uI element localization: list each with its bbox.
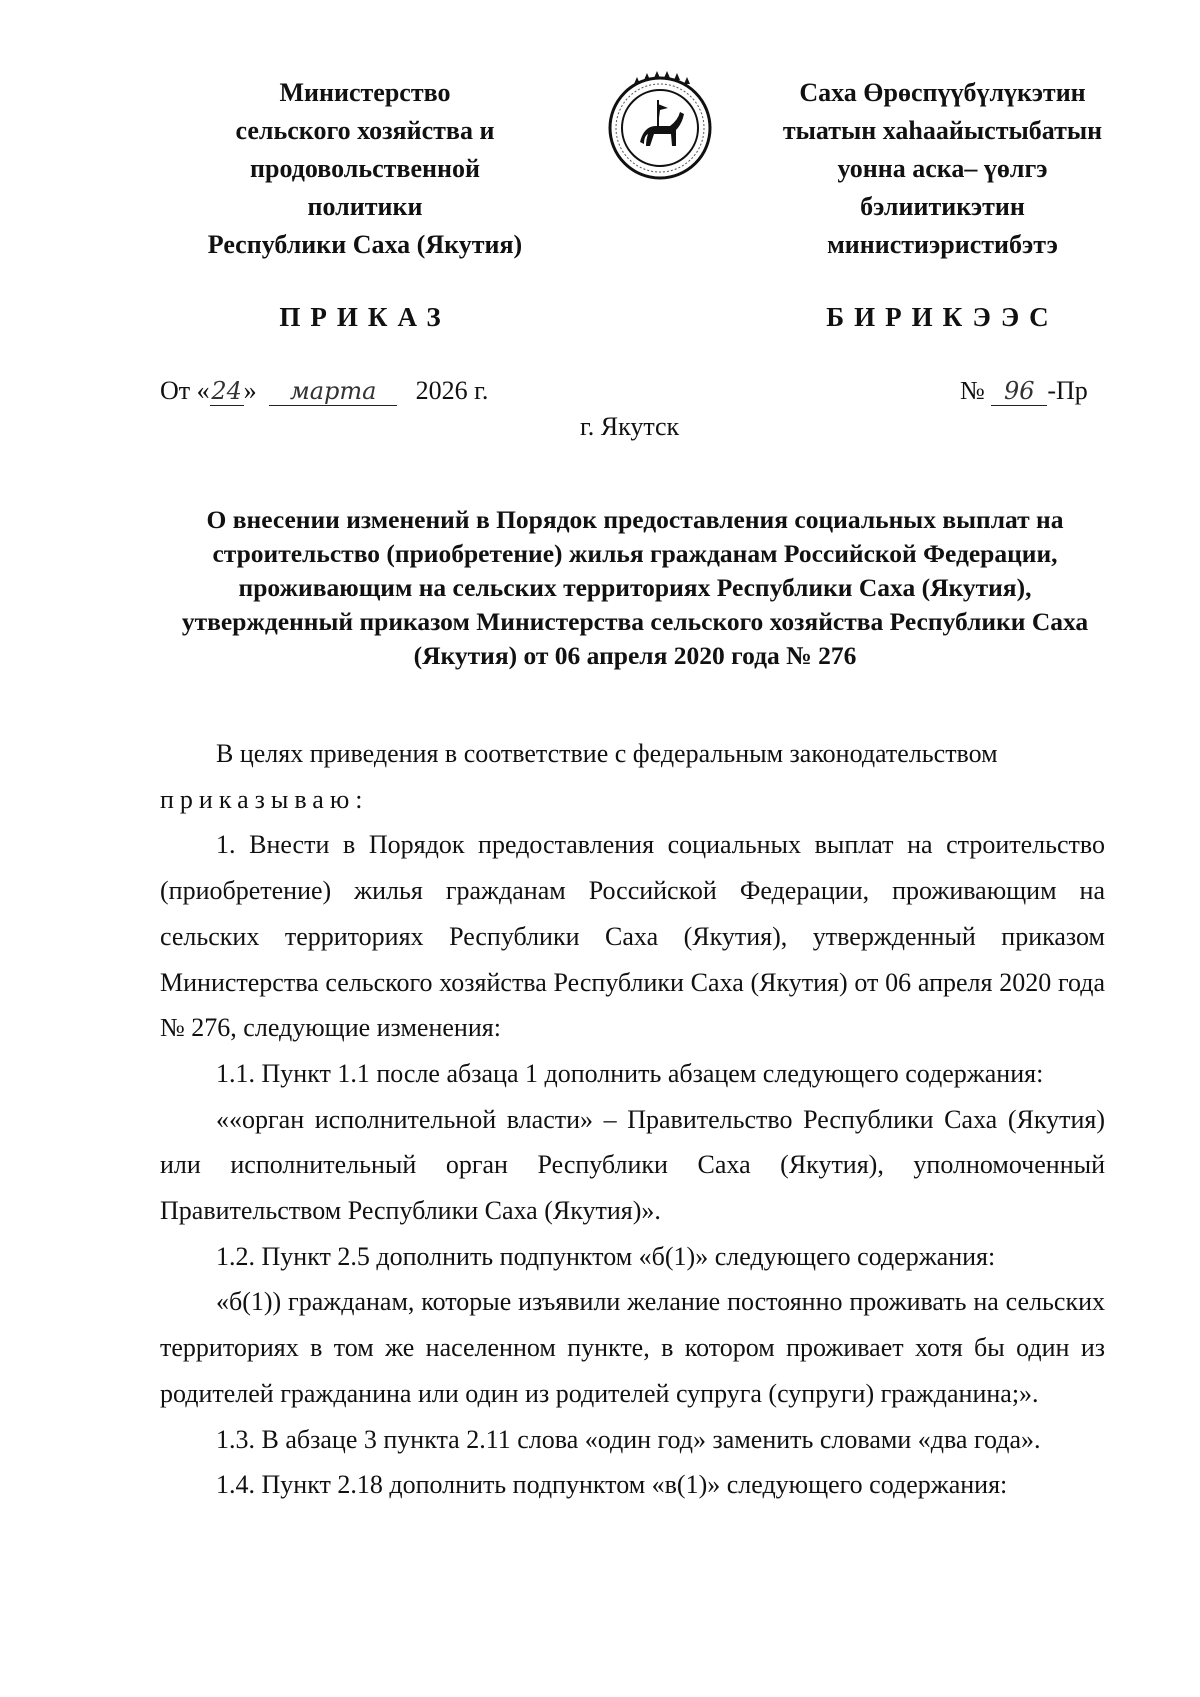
doc-type-yakut: БИРИКЭЭС [826,302,1059,332]
city: г. Якутск [580,412,680,441]
ministry-name-line: министиэристибэтэ [827,230,1058,259]
date-prefix: От « [160,376,210,405]
intro-paragraph: В целях приведения в соответствие с федеральным законодательством [216,739,998,768]
number-suffix: -Пр [1047,376,1088,405]
item-1-1: 1.1. Пункт 1.1 после абзаца 1 дополнить абзацем следующего содержания: [216,1058,1044,1088]
ministry-name-line: политики [307,192,423,221]
ministry-name-line: уонна аска– үөлгэ [837,154,1048,183]
item-1: 1. Внести в Порядок предоставления социальных выплат на строительство (приобретение) жилья гражданам Российской Федерации, проживающим на сельских территориях Республики Саха (Якутия), утвержденный приказом Министерства сельского хозяйства Республики Саха (Якутия) от 06 апреля 2020 года № 276, следующие изменения: [160,830,1105,1043]
republic-sakha-coat-of-arms-icon [604,70,716,182]
date-year: 2026 г. [415,376,489,405]
ministry-name-line: продовольственной [250,154,480,183]
number-sign: № [960,376,985,405]
ministry-name-line: сельского хозяйства и [235,116,495,145]
ministry-name-yakut [745,74,1140,264]
ministry-name-line: бэлиитикэтин [860,192,1025,221]
ministry-name-line: Республики Саха (Якутия) [207,230,523,259]
order-number [960,376,1088,406]
order-word: приказываю: [160,784,369,814]
item-1-1-quote: ««орган исполнительной власти» – Правительство Республики Саха (Якутия) или исполнительный орган Республики Саха (Якутия), уполномоченный Правительством Республики Саха (Якутия)». [160,1104,1105,1226]
order-date [160,376,488,406]
item-1-2: 1.2. Пункт 2.5 дополнить подпунктом «б(1)» следующего содержания: [216,1241,996,1271]
ministry-name-line: Министерство [279,78,451,107]
date-day-handwritten: 24 [211,377,242,405]
item-1-2-quote: «б(1)) гражданам, которые изъявили желание постоянно проживать на сельских территориях в том же населенном пункте, в котором проживает хотя бы один из родителей гражданина или один из родителей супруга (супруги) гражданина;». [160,1287,1105,1408]
ministry-name-line: Саха Өрөспүүбүлүкэтин [799,78,1086,107]
order-title: О внесении изменений в Порядок предоставления социальных выплат на строительство (приобретение) жилья гражданам Российской Федерации, проживающим на сельских территориях Республики Саха (Якутия), утвержденный приказом Министерства сельского хозяйства Республики Саха (Якутия) от 06 апреля 2020 года № 276 [181,505,1089,670]
date-month-handwritten: марта [269,377,397,406]
doc-type-russian: ПРИКАЗ [279,302,451,332]
order-body [160,731,1105,1508]
item-1-4: 1.4. Пункт 2.18 дополнить подпунктом «в(1)» следующего содержания: [216,1470,1008,1500]
item-1-3: 1.3. В абзаце 3 пункта 2.11 слова «один год» заменить словами «два года». [216,1424,1041,1454]
ministry-name-russian [160,74,570,264]
date-mid: » [243,376,257,405]
ministry-name-line: тыатын хаһаайыстыбатын [782,116,1103,145]
number-value-handwritten: 96 [991,377,1047,406]
